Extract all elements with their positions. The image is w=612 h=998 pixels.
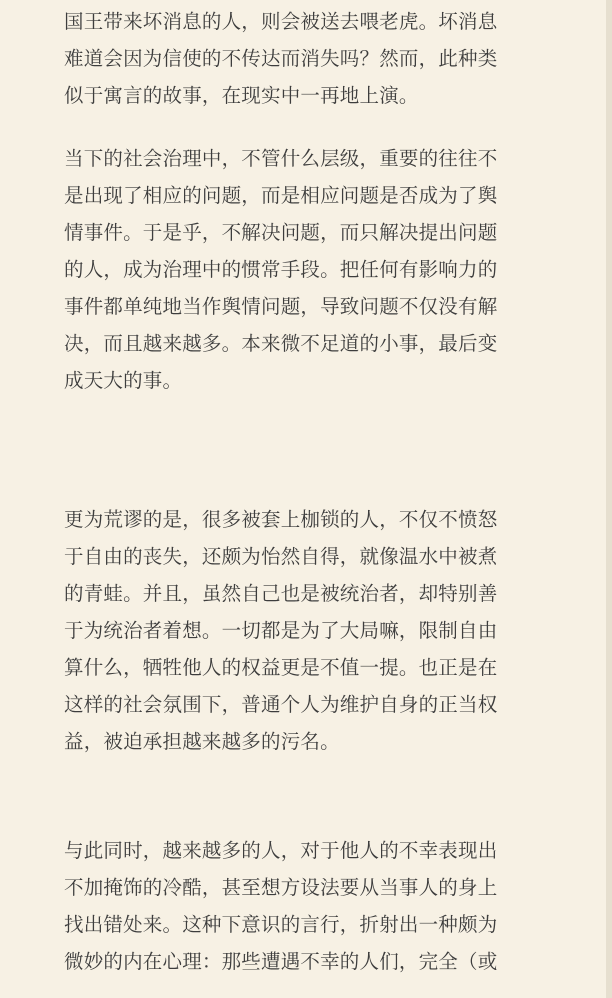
text-line: 与此同时，越来越多的人，对于他人的不幸表现出: [64, 839, 498, 862]
scrollbar-track[interactable]: [606, 0, 612, 998]
text-line: 的青蛙。并且，虽然自己也是被统治者，却特别善: [64, 582, 498, 605]
paragraph-2: [64, 140, 564, 399]
text-line: 找出错处来。这种下意识的言行，折射出一种颇为: [64, 913, 498, 936]
text-line: 是出现了相应的问题，而是相应问题是否成为了舆: [64, 184, 498, 207]
text-line: 不加掩饰的冷酷，甚至想方设法要从当事人的身上: [64, 876, 498, 899]
text-line: 情事件。于是乎，不解决问题，而只解决提出问题: [64, 221, 498, 244]
text-line: 于为统治者着想。一切都是为了大局嘛，限制自由: [64, 619, 498, 642]
paragraph-4: [64, 832, 564, 980]
text-line: 益，被迫承担越来越多的污名。: [64, 730, 340, 753]
text-line: 当下的社会治理中，不管什么层级，重要的往往不: [64, 147, 498, 170]
text-line: 算什么，牺牲他人的权益更是不值一提。也正是在: [64, 656, 498, 679]
text-line: 成天大的事。: [64, 369, 183, 392]
paragraph-3: [64, 501, 564, 760]
text-line: 似于寓言的故事，在现实中一再地上演。: [64, 84, 419, 107]
text-line: 难道会因为信使的不传达而消失吗？然而，此种类: [64, 47, 498, 70]
text-line: 更为荒谬的是，很多被套上枷锁的人，不仅不愤怒: [64, 508, 498, 531]
text-line: 国王带来坏消息的人，则会被送去喂老虎。坏消息: [64, 10, 498, 33]
text-line: 事件都单纯地当作舆情问题，导致问题不仅没有解: [64, 295, 498, 318]
text-line: 决，而且越来越多。本来微不足道的小事，最后变: [64, 332, 498, 355]
text-line: 微妙的内在心理：那些遭遇不幸的人们，完全（或: [64, 950, 498, 973]
text-line: 于自由的丧失，还颇为怡然自得，就像温水中被煮: [64, 545, 498, 568]
text-line: 的人，成为治理中的惯常手段。把任何有影响力的: [64, 258, 498, 281]
text-line: 这样的社会氛围下，普通个人为维护自身的正当权: [64, 693, 498, 716]
paragraph-1: [64, 3, 564, 114]
